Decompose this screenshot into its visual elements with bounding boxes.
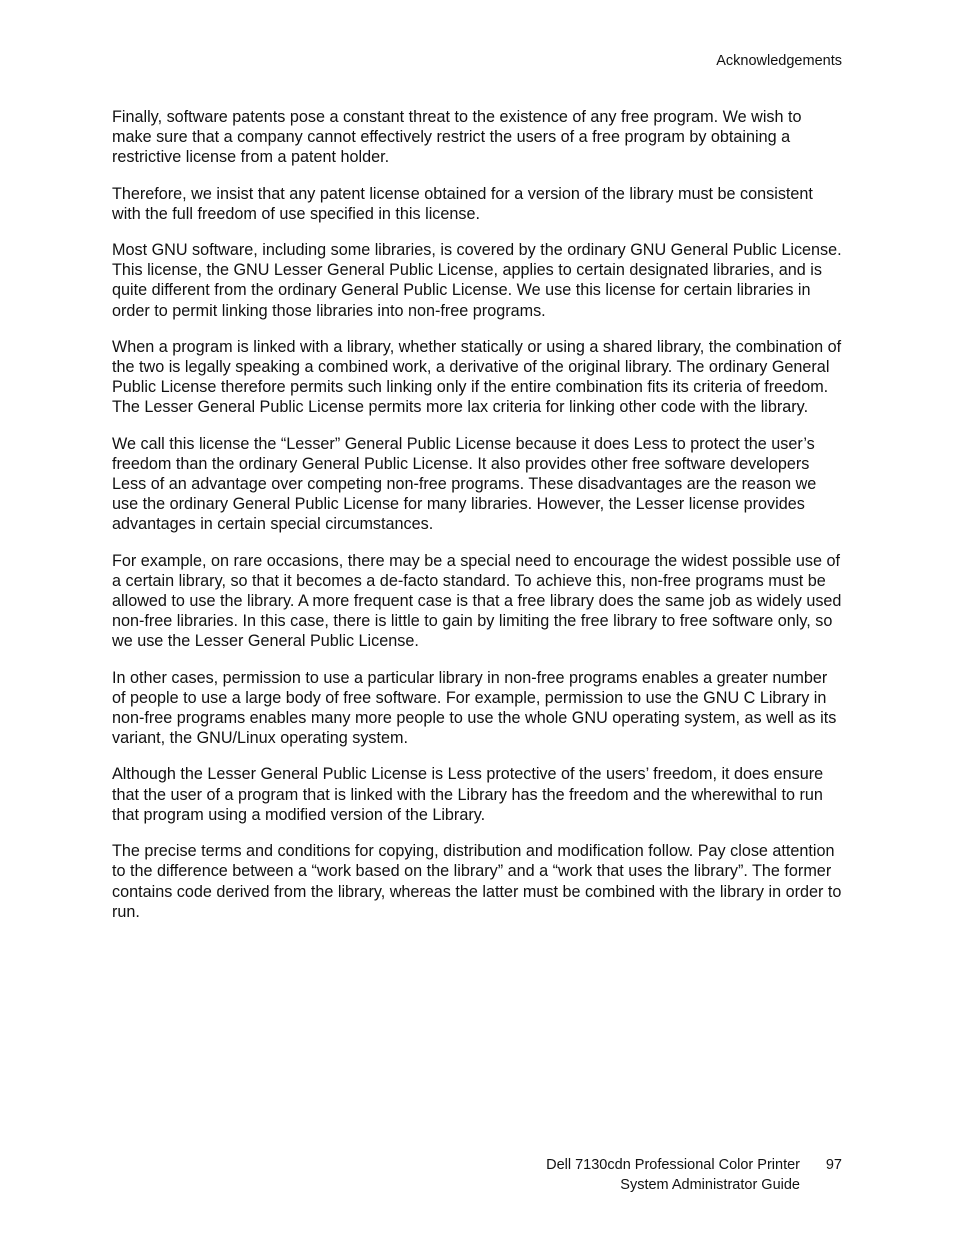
running-header: [716, 52, 842, 70]
page-footer: [546, 1155, 842, 1195]
paragraph: When a program is linked with a library, whether statically or using a shared library, the combination of the two is legally speaking a combined work, a derivative of the original library. The ordinary General Public License therefore permits such linking only if the entire combination fits its criteria of freedom. The Lesser General Public License permits more lax criteria for linking other code with the library.: [112, 337, 842, 417]
paragraph: Therefore, we insist that any patent license obtained for a version of the library must be consistent with the full freedom of use specified in this license.: [112, 184, 813, 223]
paragraph: The precise terms and conditions for copying, distribution and modification follow. Pay close attention to the difference between a “work based on the library” and a “work that uses the library”. The former contains code derived from the library, whereas the latter must be combined with the library in order to run.: [112, 842, 842, 921]
paragraph: We call this license the “Lesser” General Public License because it does Less to protect the user’s freedom than the ordinary General Public License. It also provides other free software developers Less of an advantage over competing non-free programs. These disadvantages are the reason we use the ordinary General Public License for many libraries. However, the Lesser license provides advantages in certain special circumstances.: [112, 434, 817, 534]
footer-title: [546, 1155, 800, 1195]
product-name: Dell 7130cdn Professional Color Printer: [546, 1157, 800, 1173]
paragraph: Most GNU software, including some libraries, is covered by the ordinary GNU General Public License. This license, the GNU Lesser General Public License, applies to certain designated libraries, and is quite different from the ordinary General Public License. We use this license for certain libraries in order to permit linking those libraries into non-free programs.: [112, 241, 842, 320]
paragraph: For example, on rare occasions, there may be a special need to encourage the widest possible use of a certain library, so that it becomes a de-facto standard. To achieve this, non-free programs must be allowed to use the library. A more frequent case is that a free library does the same job as widely used non-free libraries. In this case, there is little to gain by limiting the free library to free software only, so we use the Lesser General Public License.: [112, 551, 842, 651]
guide-name: System Administrator Guide: [620, 1177, 800, 1193]
paragraph: Finally, software patents pose a constant threat to the existence of any free program. We wish to make sure that a company cannot effectively restrict the users of a free program by obtaining a restrictive license from a patent holder.: [112, 108, 802, 167]
paragraph: In other cases, permission to use a particular library in non-free programs enables a greater number of people to use a large body of free software. For example, permission to use the GNU C Library in non-free programs enables many more people to use the whole GNU operating system, as well as its variant, the GNU/Linux operating system.: [112, 668, 837, 748]
document-body: [112, 107, 842, 938]
paragraph: Although the Lesser General Public License is Less protective of the users’ freedom, it does ensure that the user of a program that is linked with the Library has the freedom and the wherewithal to run that program using a modified version of the Library.: [112, 765, 824, 824]
page-number: 97: [825, 1157, 842, 1173]
section-title: Acknowledgements: [716, 53, 842, 69]
